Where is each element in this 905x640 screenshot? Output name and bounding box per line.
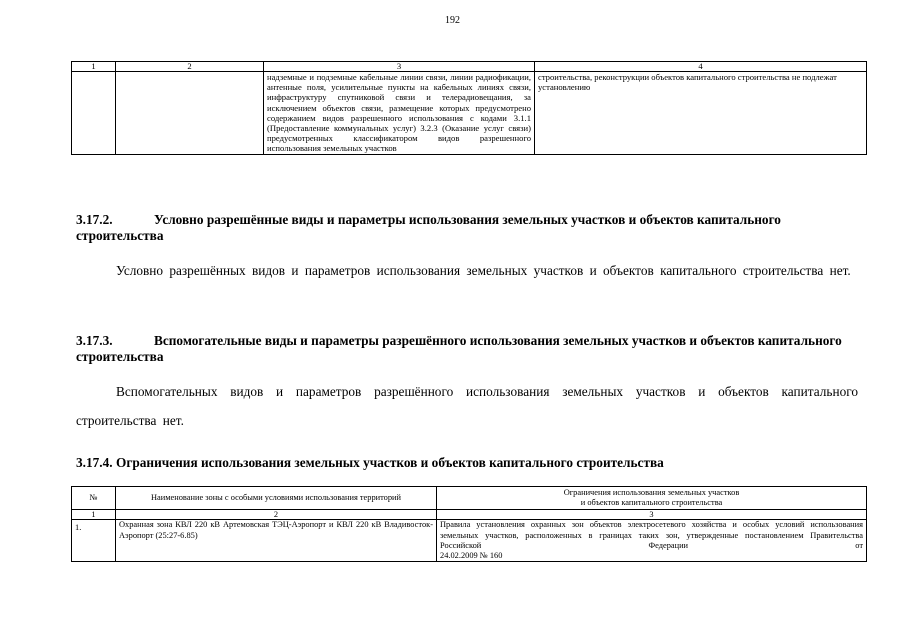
column-header-number: № xyxy=(72,487,116,510)
column-header: 3 xyxy=(264,62,535,72)
page-number: 192 xyxy=(445,15,460,26)
section-heading-3-17-3 xyxy=(76,333,858,365)
header-line: и объектов капитального строительства xyxy=(580,498,723,508)
section-title: Ограничения использования земельных участков и объектов капитального строительства xyxy=(116,455,664,470)
restriction-body: Правила установления охранных зон объектов электросетевого хозяйства и особых условий использования земельных участков, расположенных в границах таких зон, утвержденные постановлением Правительства Российской Федерации от xyxy=(440,520,863,550)
column-header-zone: Наименование зоны с особыми условиями использования территорий xyxy=(116,487,437,510)
restriction-last-line: 24.02.2009 № 160 xyxy=(440,551,503,561)
column-number-row xyxy=(72,510,867,520)
column-header-restrictions xyxy=(437,487,867,510)
table-row xyxy=(72,72,867,155)
column-number: 2 xyxy=(116,510,437,520)
restriction-text xyxy=(437,520,867,562)
table-row xyxy=(72,520,867,562)
table-header-row xyxy=(72,487,867,510)
section-paragraph: Вспомогательных видов и параметров разрешённого использования земельных участков и объектов капитального строительства нет. xyxy=(76,384,858,428)
column-number: 3 xyxy=(437,510,867,520)
column-header: 4 xyxy=(535,62,867,72)
section-number: 3.17.3. xyxy=(76,333,113,348)
section-number: 3.17.2. xyxy=(76,212,113,227)
restrictions-table xyxy=(71,486,867,562)
table-header-row xyxy=(72,62,867,72)
section-paragraph: Условно разрешённых видов и параметров использования земельных участков и объектов капитального строительства нет. xyxy=(116,263,851,278)
column-header: 2 xyxy=(116,62,264,72)
table-cell-description: надземные и подземные кабельные линии связи, линии радиофикации, антенные поля, усилительные пункты на кабельных линиях связи, инфраструктуру спутниковой связи и телерадиовещания, за исключением объектов связи, размещение которых предусмотрено содержанием видов разрешенного использования с кодами 3.1.1 (Предоставление коммунальных услуг) 3.2.3 (Оказание услуг связи) предусмотренных классификатором видов разрешенного использования земельных участков xyxy=(264,72,535,155)
column-header: 1 xyxy=(72,62,116,72)
header-line: Ограничения использования земельных участков xyxy=(563,488,740,497)
column-number: 1 xyxy=(72,510,116,520)
table-cell xyxy=(116,72,264,155)
section-title: Вспомогательные виды и параметры разрешённого использования земельных участков и объектов капитального строительства xyxy=(76,333,842,364)
section-title: Условно разрешённые виды и параметры использования земельных участков и объектов капитального строительства xyxy=(76,212,781,243)
zone-name: Охранная зона КВЛ 220 кВ Артемовская ТЭЦ-Аэропорт и КВЛ 220 кВ Владивосток-Аэропорт (25:27-6.85) xyxy=(116,520,437,562)
section-heading-3-17-2 xyxy=(76,212,858,244)
section-heading-3-17-4 xyxy=(76,455,858,471)
row-number: 1. xyxy=(72,520,116,562)
permitted-uses-table xyxy=(71,61,867,155)
table-cell-parameters: строительства, реконструкции объектов капитального строительства не подлежат установлению xyxy=(535,72,867,155)
table-cell xyxy=(72,72,116,155)
section-number: 3.17.4. xyxy=(76,455,113,470)
